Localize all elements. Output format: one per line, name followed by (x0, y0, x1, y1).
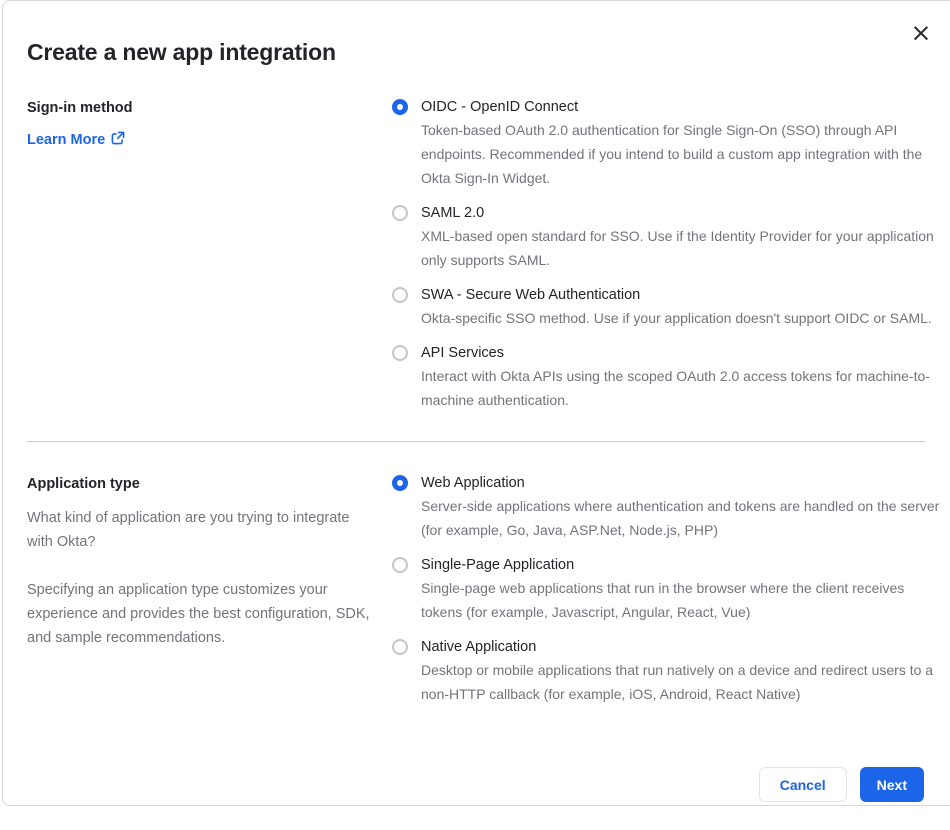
application-type-options (392, 472, 941, 706)
radio-option-api-services[interactable] (392, 342, 941, 412)
option-description: XML-based open standard for SSO. Use if the Identity Provider for your application only supports SAML. (421, 228, 934, 268)
signin-method-section (3, 96, 950, 412)
next-button[interactable]: Next (860, 767, 924, 802)
page-title: Create a new app integration (27, 39, 336, 65)
option-description: Server-side applications where authentication and tokens are handled on the server (for example, Go, Java, ASP.Net, Node.js, PHP) (421, 498, 940, 538)
cancel-button[interactable]: Cancel (759, 767, 847, 802)
option-label: Single-Page Application (421, 557, 575, 573)
signin-method-options (392, 96, 941, 412)
option-label: SAML 2.0 (421, 205, 485, 221)
option-label: OIDC - OpenID Connect (421, 99, 579, 115)
create-app-integration-modal (2, 0, 950, 806)
application-type-question: What kind of application are you trying to integrate with Okta? (27, 510, 350, 550)
modal-footer (759, 767, 924, 802)
radio-unselected-icon[interactable] (392, 205, 408, 221)
application-type-section (3, 472, 950, 706)
section-divider (27, 441, 925, 442)
radio-unselected-icon[interactable] (392, 557, 408, 573)
signin-method-label: Sign-in method (27, 100, 133, 116)
application-type-label: Application type (27, 476, 140, 492)
radio-option-oidc[interactable] (392, 96, 941, 190)
radio-unselected-icon[interactable] (392, 639, 408, 655)
learn-more-label: Learn More (27, 132, 106, 148)
radio-selected-icon[interactable] (392, 99, 408, 115)
signin-method-left-column (27, 96, 372, 412)
option-description: Interact with Okta APIs using the scoped OAuth 2.0 access tokens for machine-to-machine authentication. (421, 368, 930, 408)
application-type-hint: Specifying an application type customizes your experience and provides the best configuration, SDK, and sample recommendations. (27, 582, 370, 646)
radio-unselected-icon[interactable] (392, 287, 408, 303)
option-label: Web Application (421, 475, 525, 491)
radio-option-swa[interactable] (392, 284, 941, 330)
radio-option-web-application[interactable] (392, 472, 941, 542)
radio-option-single-page-application[interactable] (392, 554, 941, 624)
option-description: Desktop or mobile applications that run natively on a device and redirect users to a non-HTTP callback (for example, iOS, Android, React Native) (421, 662, 934, 702)
learn-more-link[interactable] (27, 131, 125, 149)
option-label: Native Application (421, 639, 537, 655)
close-icon[interactable]: × (903, 17, 939, 49)
application-type-left-column (27, 472, 372, 706)
radio-option-saml[interactable] (392, 202, 941, 272)
external-link-icon (111, 131, 125, 149)
option-description: Single-page web applications that run in the browser where the client receives tokens (for example, Javascript, Angular, React, Vue) (421, 580, 905, 620)
option-description: Token-based OAuth 2.0 authentication for Single Sign-On (SSO) through API endpoints. Recommended if you intend to build a custom app integration with the Okta Sign-In Widget. (421, 122, 923, 186)
radio-unselected-icon[interactable] (392, 345, 408, 361)
radio-selected-icon[interactable] (392, 475, 408, 491)
radio-option-native-application[interactable] (392, 636, 941, 706)
option-description: Okta-specific SSO method. Use if your application doesn't support OIDC or SAML. (421, 310, 932, 326)
option-label: API Services (421, 345, 504, 361)
option-label: SWA - Secure Web Authentication (421, 287, 641, 303)
